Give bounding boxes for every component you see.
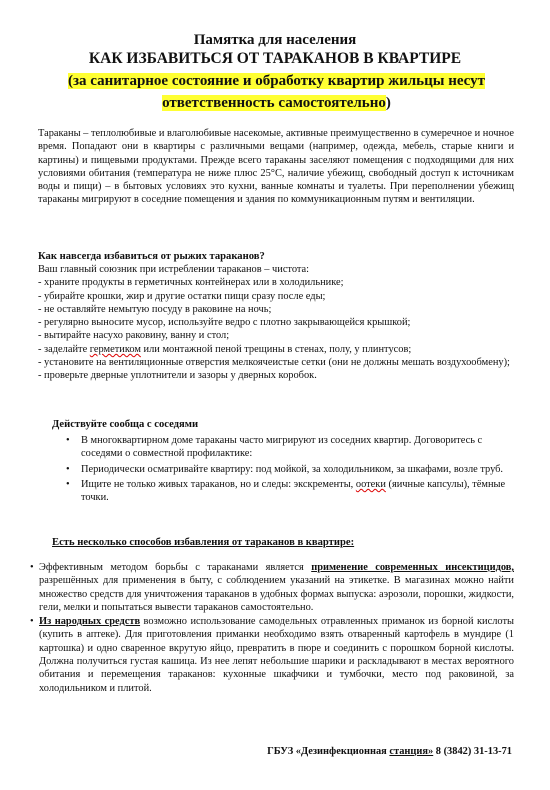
list-item: • В многоквартирном доме тараканы часто мигрируют из соседних квартир. Договоритесь с соседями о совместной профилактике:	[66, 435, 483, 460]
list-item: - проверьте дверные уплотнители и зазоры у дверных коробок.	[38, 370, 317, 382]
list-item: - установите на вентиляционные отверстия мелкоячеистые сетки (они не должны мешать воздухообмену);	[38, 357, 510, 369]
spellcheck-word: станция»	[389, 746, 434, 757]
memo-title: КАК ИЗБАВИТЬСЯ ОТ ТАРАКАНОВ В КВАРТИРЕ	[88, 50, 462, 67]
bullet-icon: •	[66, 435, 70, 446]
list-item: • Из народных средств возможно использование самодельных отравленных приманок из борной кислоты (купить в аптеке). Для приготовления приманки необходимо взять отваренный картофель в мундире (1 картошка) и одно сваренное вкрутую яйцо, превратить в пюре и соединить с порошком борной кислоты. Должна получиться густая кашица. Из нее лепят небольшие шарики и раскладывают в местах вероятного обитания и перемещения тараканов: кухонные шкафчики и тумбочки, место под раковиной, за холодильником и плитой.	[30, 616, 514, 694]
memo-subtitle: Памятка для населения	[193, 32, 357, 48]
intro-paragraph: Тараканы – теплолюбивые и влаголюбивые насекомые, активные преимущественно в сумеречное и ночное время. Попадают они в квартиры с различными вещами (например, одежда, мебель, старые книги и картины) и пищевыми продуктами. Прежде всего тараканы заселяют помещения с подходящими для них условиями обитания (температура не ниже плюс 25°С, наличие убежищ, свободный доступ к источникам воды и пищи) – в бытовых условиях это кухни, ванные комнаты и туалеты. При переполнении убежищ тараканы мигрируют в соседние помещения и здания по коммуникационным путям и вентиляции.	[38, 128, 514, 206]
list-item: Ваш главный союзник при истреблении тараканов – чистота:	[38, 264, 310, 275]
list-item: - вытирайте насухо раковину, ванну и стол;	[38, 330, 230, 342]
section-heading-methods: Есть несколько способов избавления от тараканов в квартире:	[52, 537, 355, 548]
neighbors-list	[62, 434, 512, 506]
bullet-icon: •	[66, 478, 70, 490]
list-item: • Эффективным методом борьбы с тараканами является применение современных инсектицидов, разрешённых для применения в быту, с соблюдением указаний на этикетке. В магазинах можно найти множество средств для уничтожения тараканов в удобных формах выпуска: аэрозоли, порошки, жидкости, гели, мелки и попытаться вывести тараканов самостоятельно.	[30, 562, 514, 613]
list-item: - храните продукты в герметичных контейнерах или в холодильнике;	[38, 277, 344, 289]
section-heading-neighbors: Действуйте сообща с соседями	[52, 419, 199, 430]
list-item: • Ищите не только живых тараканов, но и следы: экскременты, оотеки (яичные капсулы), тёмные точки.	[66, 478, 506, 504]
footer-contact: ГБУЗ «Дезинфекционная станция» 8 (3842) 31-13-71	[267, 746, 512, 757]
highlighted-notice-text: за санитарное состояние и обработку квартир жильцы несут ответственность самостоятельно	[72, 73, 486, 111]
list-item: • Периодически осматривайте квартиру: под мойкой, за холодильником, за шкафами, возле труб.	[66, 463, 504, 475]
spellcheck-word: оотеки	[355, 478, 386, 490]
section-heading-prevention: Как навсегда избавиться от рыжих тараканов?	[38, 251, 265, 262]
responsibility-notice: (за санитарное состояние и обработку квартир жильцы несут ответственность самостоятельно)	[67, 73, 486, 111]
list-item: - регулярно выносите мусор, используйте ведро с плотно закрывающейся крышкой;	[38, 317, 411, 329]
list-item: - заделайте герметиком или монтажной пеной трещины в стенах, полу, у плинтусов;	[38, 343, 412, 355]
prevention-list	[38, 263, 514, 383]
bullet-icon: •	[30, 562, 34, 573]
list-item: - не оставляйте немытую посуду в раковине на ночь;	[38, 303, 272, 315]
bullet-icon: •	[66, 463, 70, 475]
spellcheck-word: герметиком	[89, 343, 141, 355]
spellcheck-word: инсектицидов,	[445, 562, 514, 573]
bullet-icon: •	[30, 616, 34, 628]
methods-list	[30, 561, 514, 696]
list-item: - убирайте крошки, жир и другие остатки пищи сразу после еды;	[38, 290, 326, 302]
